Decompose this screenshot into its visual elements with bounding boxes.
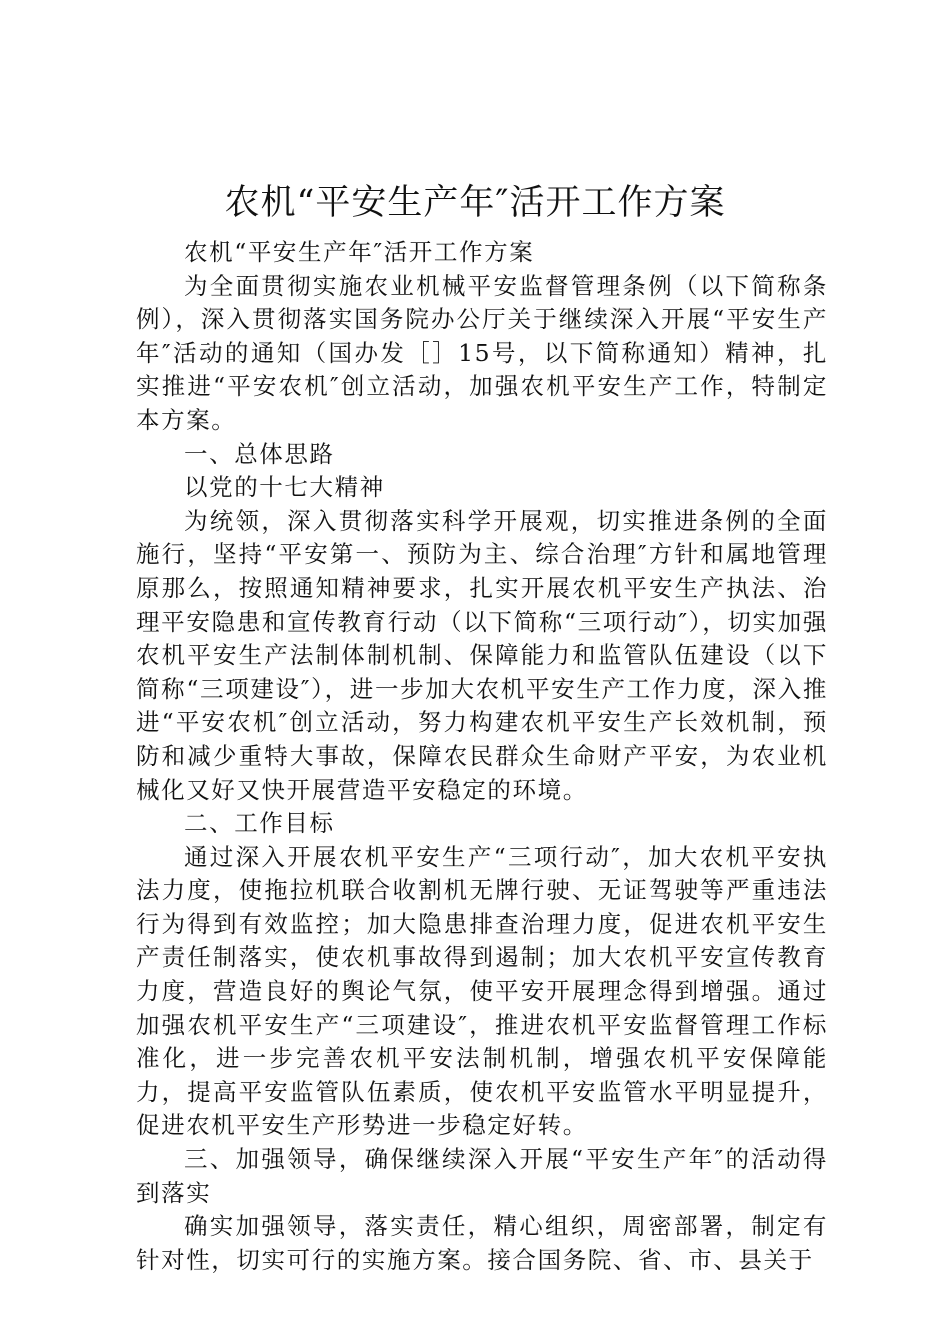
section-heading-3: 三、加强领导，确保继续深入开展“平安生产年″的活动得到落实 <box>136 1145 828 1207</box>
paragraph: 为统领，深入贯彻落实科学开展观，切实推进条例的全面施行，坚持“平安第一、预防为主、综合治理″方针和属地管理原那么，按照通知精神要求，扎实开展农机平安生产执法、治理平安隐患和宣传教育行动（以下简称“三项行动″），切实加强农机平安生产法制体制机制、保障能力和监管队伍建设（以下简称“三项建设″），进一步加大农机平安生产工作力度，深入推进“平安农机″创立活动，努力构建农机平安生产长效机制，预防和减少重特大事故，保障农民群众生命财产平安，为农业机械化又好又快开展营造平安稳定的环境。 <box>136 506 828 804</box>
document-title: 农机“平安生产年″活开工作方案 <box>224 183 726 223</box>
paragraph-intro: 为全面贯彻实施农业机械平安监督管理条例（以下简称条例），深入贯彻落实国务院办公厅关于继续深入开展“平安生产年″活动的通知（国办发［］15号，以下简称通知）精神，扎实推进“平安农机″创立活动，加强农机平安生产工作，特制定本方案。 <box>136 271 828 434</box>
paragraph: 通过深入开展农机平安生产“三项行动″，加大农机平安执法力度，使拖拉机联合收割机无牌行驶、无证驾驶等严重违法行为得到有效监控；加大隐患排查治理力度，促进农机平安生产责任制落实，使农机事故得到遏制；加大农机平安宣传教育力度，营造良好的舆论气氛，使平安开展理念得到增强。通过加强农机平安生产“三项建设″，推进农机平安监督管理工作标准化，进一步完善农机平安法制机制，增强农机平安保障能力，提高平安监管队伍素质，使农机平安监管水平明显提升，促进农机平安生产形势进一步稳定好转。 <box>136 842 828 1140</box>
paragraph: 确实加强领导，落实责任，精心组织，周密部署，制定有针对性，切实可行的实施方案。接合国务院、省、市、县关于 <box>136 1212 828 1274</box>
paragraph: 以党的十七大精神 <box>184 473 385 502</box>
section-heading-1: 一、总体思路 <box>184 439 335 468</box>
document-body <box>136 236 828 1277</box>
section-heading-2: 二、工作目标 <box>184 809 335 838</box>
paragraph-subtitle: 农机“平安生产年″活开工作方案 <box>184 238 535 266</box>
